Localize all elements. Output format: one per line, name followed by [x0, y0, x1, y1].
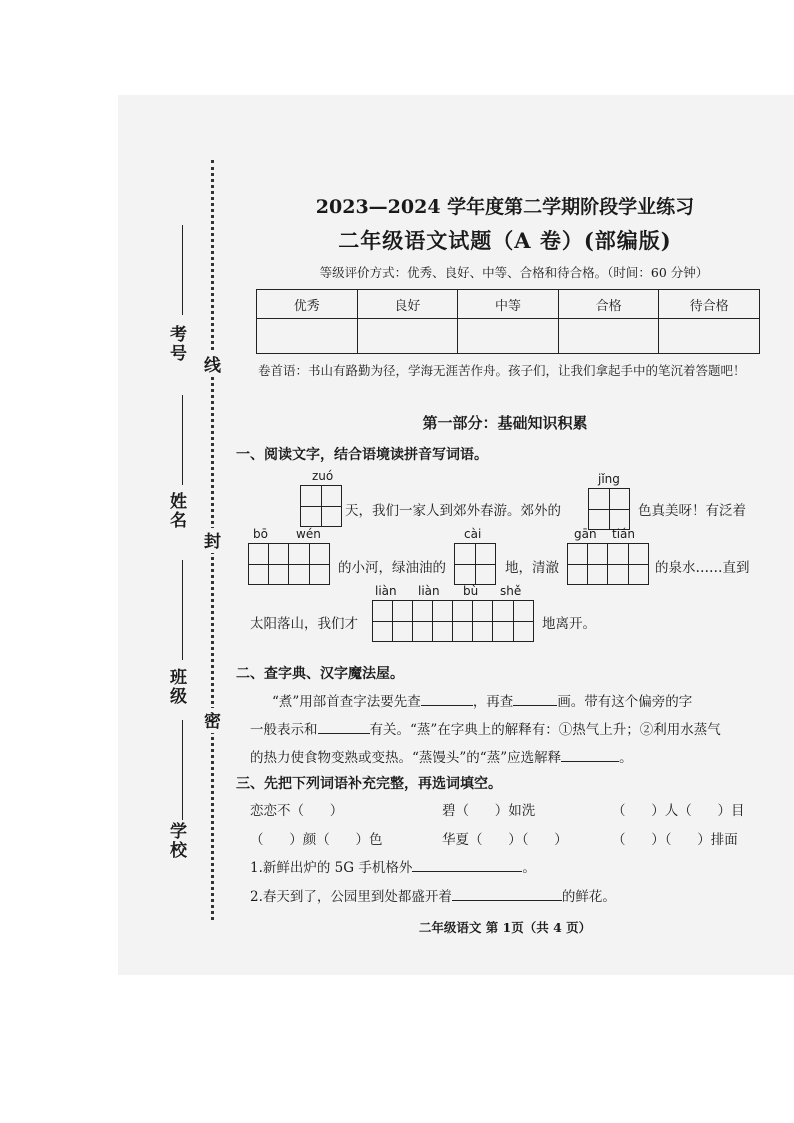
idiom-3[interactable]: （ ）人（ ）目: [612, 803, 745, 819]
pinyin-jing: jǐng: [598, 472, 620, 486]
grading-info: 等级评价方式：优秀、良好、中等、合格和待合格。（时间：60 分钟）: [319, 265, 709, 280]
grade-cell[interactable]: [558, 319, 659, 354]
q3-sentence-2: 2.春天到了，公园里到处都盛开着 的鲜花。: [250, 889, 616, 905]
exam-title-line1: 2023—2024 学年度第二学期阶段学业练习: [315, 196, 695, 218]
char-grid-jing[interactable]: [588, 488, 630, 530]
q3-sentence-1: 1.新鲜出炉的 5G 手机格外 。: [250, 860, 536, 876]
grade-header-fail: 待合格: [659, 290, 760, 319]
q1-text-7: 地离开。: [542, 616, 596, 632]
idiom-5[interactable]: 华夏（ ）（ ）: [442, 832, 568, 848]
motto: 卷首语：书山有路勤为径，学海无涯苦作舟。孩子们，让我们拿起手中的笔沉着答题吧！: [258, 363, 746, 378]
pinyin-bo: bō: [253, 527, 268, 541]
grade-cell[interactable]: [659, 319, 760, 354]
pinyin-lian2: liàn: [418, 584, 440, 598]
page-footer: 二年级语文 第 1页（共 4 页）: [418, 920, 592, 935]
q1-text-1: 天，我们一家人到郊外春游。郊外的: [345, 503, 561, 519]
char-grid-lianlianbushe[interactable]: [372, 600, 534, 642]
pinyin-cai: cài: [464, 527, 482, 541]
exam-title-line2: 二年级语文试题（A 卷）(部编版): [338, 228, 672, 253]
blank-explanation[interactable]: [561, 748, 619, 762]
grade-cell[interactable]: [458, 319, 559, 354]
char-grid-zuo[interactable]: [300, 485, 342, 527]
idiom-2[interactable]: 碧（ ）如洗: [442, 803, 536, 819]
q1-text-5: 的泉水……直到: [655, 560, 750, 576]
grade-header-good: 良好: [357, 290, 458, 319]
pinyin-tian: tián: [612, 527, 635, 541]
grade-header-excellent: 优秀: [257, 290, 358, 319]
blank-sentence-2[interactable]: [452, 887, 562, 901]
grade-header-pass: 合格: [558, 290, 659, 319]
pinyin-wen: wén: [296, 527, 321, 541]
kaohao-blank-line: [182, 225, 183, 315]
binding-mark-mi: 密: [198, 708, 223, 733]
q2-line-1: “煮”用部首查字法要先查 ，再查 画。带有这个偏旁的字: [272, 694, 693, 710]
part1-title: 第一部分：基础知识积累: [422, 414, 588, 432]
idiom-6[interactable]: （ ）（ ）排面: [612, 832, 738, 848]
idiom-4[interactable]: （ ）颜（ ）色: [250, 832, 383, 848]
pinyin-zuo: zuó: [312, 469, 334, 483]
q1-text-2: 色真美呀！有泛着: [638, 503, 746, 519]
xuexiao-label: 学校: [166, 822, 186, 860]
q1-heading: 一、阅读文字，结合语境读拼音写词语。: [236, 447, 488, 463]
xuexiao-blank-line: [182, 720, 183, 820]
banji-label: 班级: [166, 668, 186, 706]
xingming-label: 姓名: [166, 492, 186, 530]
kaohao-label: 考号: [166, 325, 186, 363]
grade-cell[interactable]: [257, 319, 358, 354]
pinyin-bu: bù: [463, 584, 479, 598]
blank-meaning[interactable]: [318, 720, 370, 734]
char-grid-cai[interactable]: [454, 543, 496, 585]
idiom-1[interactable]: 恋恋不（ ）: [250, 803, 344, 819]
binding-mark-feng: 封: [198, 528, 223, 553]
blank-radical[interactable]: [421, 692, 473, 706]
grade-cell[interactable]: [357, 319, 458, 354]
q1-text-4: 地，清澈: [505, 560, 559, 576]
xingming-blank-line: [182, 395, 183, 485]
q1-text-3: 的小河，绿油油的: [338, 560, 446, 576]
q2-line-2: 一般表示和 有关。“蒸”在字典上的解释有：①热气上升；②利用水蒸气: [250, 722, 721, 738]
banji-blank-line: [182, 560, 183, 660]
char-grid-gantian[interactable]: [567, 543, 649, 585]
grade-header-medium: 中等: [458, 290, 559, 319]
q1-text-6: 太阳落山，我们才: [250, 616, 358, 632]
grade-table: [256, 289, 760, 354]
blank-strokes[interactable]: [513, 692, 557, 706]
pinyin-she: shě: [500, 584, 522, 598]
pinyin-gan: gān: [574, 527, 597, 541]
q2-heading: 二、查字典、汉字魔法屋。: [236, 666, 404, 682]
q2-line-3: 的热力使食物变熟或变热。“蒸馒头”的“蒸”应选解释 。: [250, 750, 633, 766]
pinyin-lian1: liàn: [375, 584, 397, 598]
blank-sentence-1[interactable]: [412, 858, 522, 872]
q3-heading: 三、先把下列词语补充完整，再选词填空。: [236, 776, 502, 792]
char-grid-bowen[interactable]: [248, 543, 330, 585]
binding-mark-xian: 线: [198, 352, 223, 377]
